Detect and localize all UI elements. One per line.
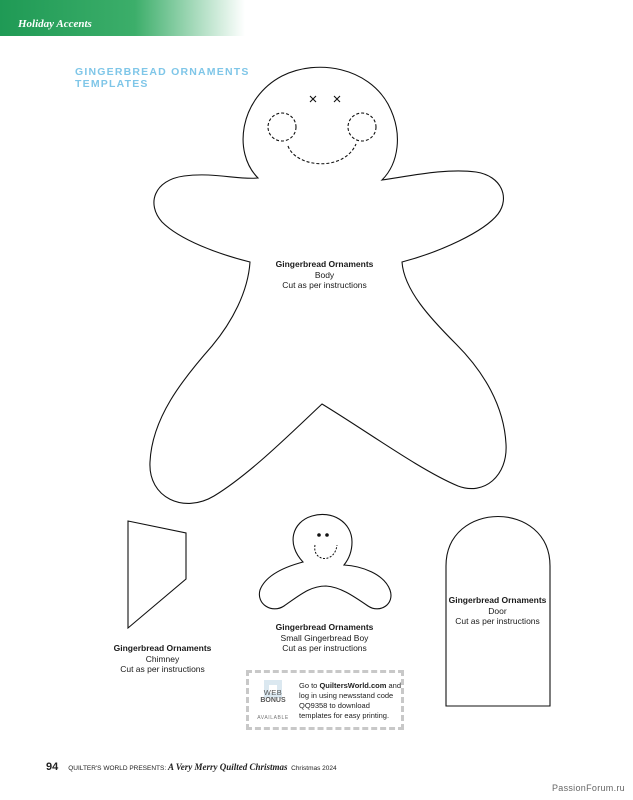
web-bonus-text bbox=[299, 681, 404, 721]
page-number: 94 bbox=[46, 761, 59, 773]
web-bonus-intro: Go to bbox=[299, 681, 320, 690]
small-boy-right-eye bbox=[325, 533, 329, 537]
chimney-outline bbox=[128, 521, 186, 628]
body-label-name: Gingerbread Ornaments bbox=[275, 259, 374, 269]
right-cheek-dashed bbox=[348, 113, 376, 141]
right-eye-x-icon bbox=[334, 96, 340, 102]
footer-presenter: QUILTER'S WORLD PRESENTS: bbox=[68, 765, 168, 772]
badge-available: AVAILABLE bbox=[257, 715, 289, 721]
footer-issue: Christmas 2024 bbox=[291, 765, 337, 772]
small-boy-label-name: Gingerbread Ornaments bbox=[275, 622, 374, 632]
small-boy-outline bbox=[259, 514, 391, 608]
small-boy-label-note: Cut as per instructions bbox=[282, 643, 367, 653]
small-boy-left-eye bbox=[317, 533, 321, 537]
page-footer bbox=[46, 761, 337, 773]
door-label bbox=[435, 595, 560, 627]
chimney-label-part: Chimney bbox=[145, 653, 180, 664]
body-label-part: Body bbox=[314, 269, 335, 280]
web-bonus-box bbox=[246, 670, 404, 730]
body-label-note: Cut as per instructions bbox=[282, 280, 367, 290]
left-cheek-dashed bbox=[268, 113, 296, 141]
chimney-label-name: Gingerbread Ornaments bbox=[113, 643, 212, 653]
left-eye-x-icon bbox=[310, 96, 316, 102]
smile-dashed bbox=[288, 144, 356, 164]
door-label-part: Door bbox=[488, 605, 507, 616]
section-title: Holiday Accents bbox=[18, 18, 92, 30]
web-bonus-instructions: and log in using newsstand code QQ9358 to download templates for easy printing. bbox=[299, 681, 402, 720]
small-boy-smile-dashed bbox=[315, 545, 337, 559]
door-label-note: Cut as per instructions bbox=[455, 616, 540, 626]
watermark: PassionForum.ru bbox=[551, 783, 625, 793]
badge-bonus: BONUS bbox=[260, 697, 286, 704]
chimney-label-note: Cut as per instructions bbox=[120, 664, 205, 674]
chimney-label bbox=[100, 643, 225, 675]
body-label bbox=[262, 259, 387, 291]
heading-line-2: TEMPLATES bbox=[75, 78, 149, 90]
web-bonus-link[interactable]: QuiltersWorld.com bbox=[319, 681, 387, 690]
door-label-name: Gingerbread Ornaments bbox=[448, 595, 547, 605]
badge-web: WEB bbox=[263, 688, 283, 697]
small-boy-label-part: Small Gingerbread Boy bbox=[280, 632, 369, 643]
small-boy-label bbox=[262, 622, 387, 654]
web-bonus-badge bbox=[255, 678, 291, 724]
footer-magazine-title: A Very Merry Quilted Christmas bbox=[167, 762, 288, 772]
heading-line-1: GINGERBREAD ORNAMENTS bbox=[75, 66, 250, 78]
